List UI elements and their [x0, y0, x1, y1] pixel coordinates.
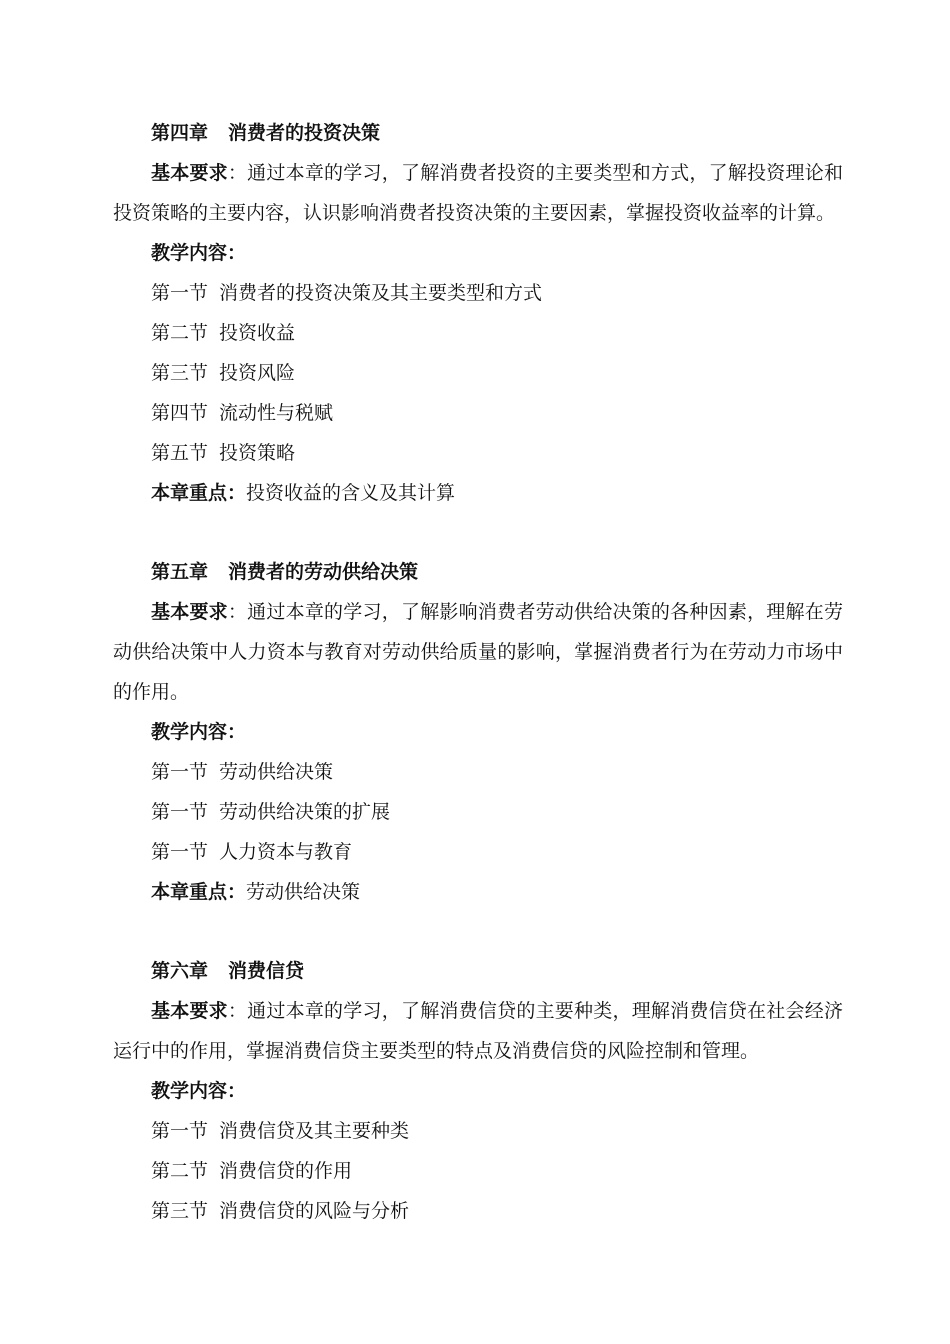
section-item	[113, 273, 843, 313]
chapter-6	[113, 951, 843, 1231]
section-number: 第二节	[151, 1160, 209, 1182]
chapter-heading	[113, 113, 843, 153]
section-number: 第三节	[151, 1200, 209, 1222]
key-points	[113, 473, 843, 513]
section-item	[113, 752, 843, 792]
chapter-number: 第四章	[151, 122, 209, 144]
chapter-heading	[113, 552, 843, 592]
key-points	[113, 872, 843, 912]
chapter-heading	[113, 951, 843, 991]
chapter-title: 消费者的劳动供给决策	[228, 561, 419, 583]
requirements-label: 基本要求	[151, 1000, 228, 1022]
requirements-text: ：通过本章的学习，了解消费信贷的主要种类，理解消费信贷在社会经济运行中的作用，掌握消费信贷主要类型的特点及消费信贷的风险控制和管理。	[113, 1000, 843, 1062]
section-number: 第五节	[151, 442, 209, 464]
section-item	[113, 1111, 843, 1151]
requirements-paragraph	[113, 592, 843, 712]
section-item	[113, 393, 843, 433]
requirements-text: ：通过本章的学习，了解消费者投资的主要类型和方式，了解投资理论和投资策略的主要内容，认识影响消费者投资决策的主要因素，掌握投资收益率的计算。	[113, 162, 843, 224]
content-label: 教学内容：	[151, 1080, 247, 1102]
requirements-text: ：通过本章的学习，了解影响消费者劳动供给决策的各种因素，理解在劳动供给决策中人力资本与教育对劳动供给质量的影响，掌握消费者行为在劳动力市场中的作用。	[113, 601, 843, 703]
section-title: 投资收益	[219, 322, 296, 344]
section-title: 消费信贷及其主要种类	[219, 1120, 410, 1142]
chapter-title: 消费信贷	[228, 960, 305, 982]
section-number: 第一节	[151, 801, 209, 823]
section-item	[113, 1191, 843, 1231]
requirements-paragraph	[113, 153, 843, 233]
section-title: 消费信贷的作用	[219, 1160, 353, 1182]
requirements-paragraph	[113, 991, 843, 1071]
section-title: 投资风险	[219, 362, 296, 384]
section-item	[113, 792, 843, 832]
section-item	[113, 313, 843, 353]
section-title: 人力资本与教育	[219, 841, 353, 863]
key-points-text: 劳动供给决策	[246, 881, 361, 903]
section-item	[113, 433, 843, 473]
chapter-4	[113, 113, 843, 513]
section-title: 消费者的投资决策及其主要类型和方式	[219, 282, 543, 304]
key-points-label: 本章重点：	[151, 482, 247, 504]
content-label: 教学内容：	[151, 721, 247, 743]
section-title: 投资策略	[219, 442, 296, 464]
key-points-text: 投资收益的含义及其计算	[246, 482, 456, 504]
requirements-label: 基本要求	[151, 162, 228, 184]
section-item	[113, 353, 843, 393]
section-number: 第四节	[151, 402, 209, 424]
section-title: 劳动供给决策的扩展	[219, 801, 391, 823]
section-title: 流动性与税赋	[219, 402, 334, 424]
section-title: 消费信贷的风险与分析	[219, 1200, 410, 1222]
requirements-label: 基本要求	[151, 601, 228, 623]
chapter-title: 消费者的投资决策	[228, 122, 381, 144]
section-number: 第一节	[151, 282, 209, 304]
section-item	[113, 832, 843, 872]
section-number: 第二节	[151, 322, 209, 344]
key-points-label: 本章重点：	[151, 881, 247, 903]
chapter-number: 第六章	[151, 960, 209, 982]
section-title: 劳动供给决策	[219, 761, 334, 783]
section-number: 第一节	[151, 841, 209, 863]
chapter-number: 第五章	[151, 561, 209, 583]
section-number: 第三节	[151, 362, 209, 384]
content-label: 教学内容：	[151, 242, 247, 264]
chapter-5	[113, 552, 843, 912]
section-number: 第一节	[151, 1120, 209, 1142]
section-number: 第一节	[151, 761, 209, 783]
section-item	[113, 1151, 843, 1191]
